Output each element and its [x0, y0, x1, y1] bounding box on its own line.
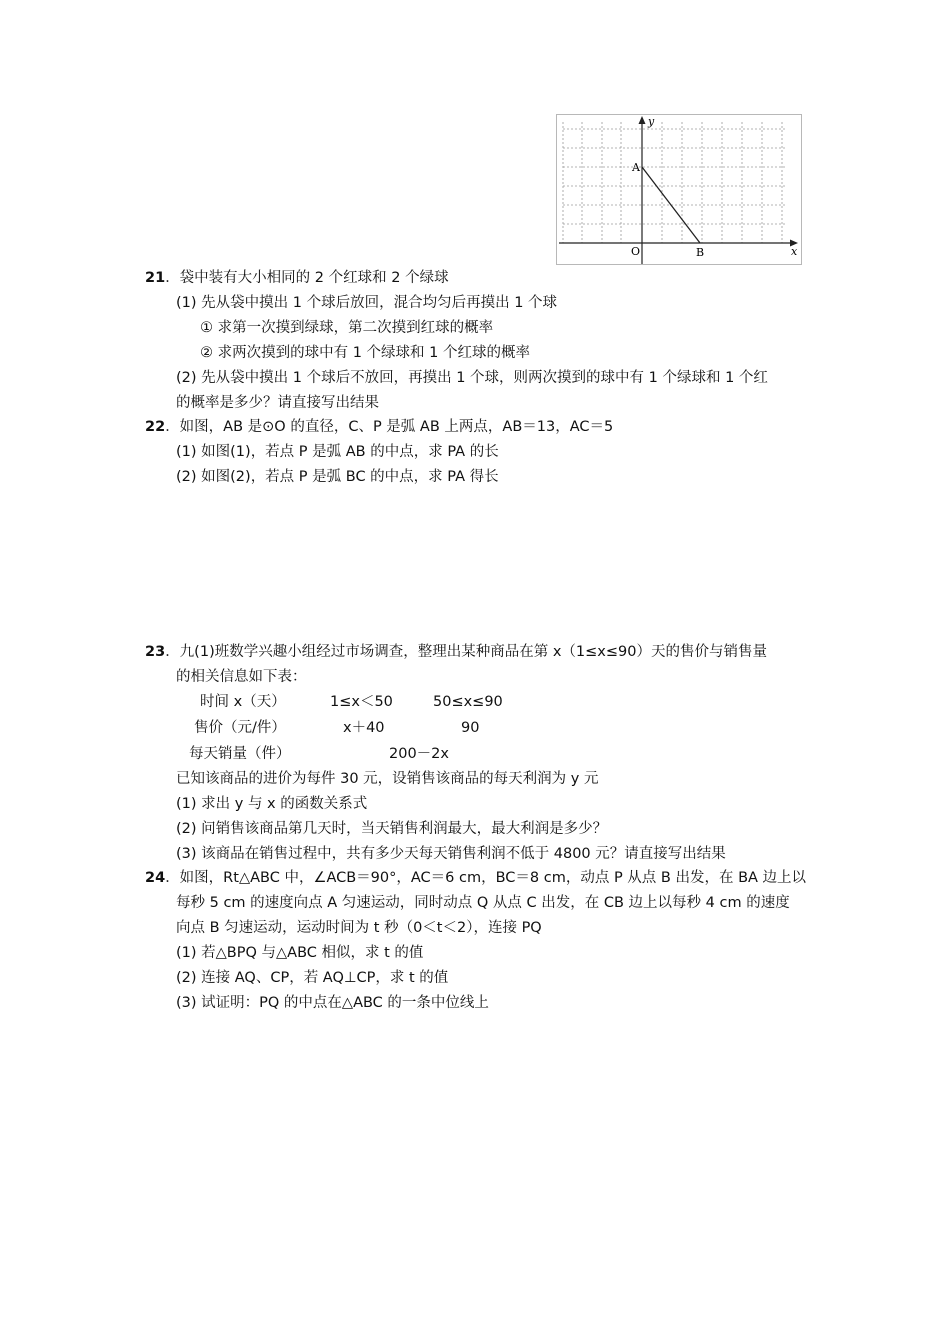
- coordinate-figure: [556, 114, 802, 265]
- point-B-label: B: [696, 246, 705, 259]
- q22-part-2: (2) 如图(2)，若点 P 是弧 BC 的中点，求 PA 得长: [176, 469, 499, 485]
- q21-part-2-line1: (2) 先从袋中摸出 1 个球后不放回，再摸出 1 个球，则两次摸到的球中有 1 个绿球和 1 个红: [176, 370, 768, 386]
- question-number: 24: [145, 870, 166, 886]
- table-r1c2: 1≤x＜50: [330, 694, 393, 710]
- point-A-label: A: [632, 161, 640, 174]
- question-number: 23: [145, 644, 166, 660]
- grid-lines: [563, 122, 787, 243]
- q23-stem-line2: 的相关信息如下表：: [176, 669, 307, 685]
- question-text: ．袋中装有大小相同的 2 个红球和 2 个绿球: [165, 270, 449, 286]
- question-21-stem: [145, 268, 449, 288]
- grid-graph: [557, 115, 801, 264]
- q24-part-2: (2) 连接 AQ、CP，若 AQ⊥CP，求 t 的值: [176, 970, 449, 986]
- y-axis-label: y: [648, 115, 655, 128]
- q23-part-2: (2) 问销售该商品第几天时，当天销售利润最大，最大利润是多少？: [176, 821, 608, 837]
- table-r2c3: 90: [461, 720, 480, 736]
- table-r1c3: 50≤x≤90: [433, 694, 503, 710]
- table-r2c2: x＋40: [343, 720, 385, 736]
- q21-part-1b: ② 求两次摸到的球中有 1 个绿球和 1 个红球的概率: [200, 345, 530, 361]
- q21-part-2-line2: 的概率是多少？请直接写出结果: [176, 395, 379, 411]
- q24-part-3: (3) 试证明：PQ 的中点在△ABC 的一条中位线上: [176, 995, 489, 1011]
- q21-part-1a: ① 求第一次摸到绿球，第二次摸到红球的概率: [200, 320, 494, 336]
- q23-part-1: (1) 求出 y 与 x 的函数关系式: [176, 796, 368, 812]
- q24-part-1: (1) 若△BPQ 与△ABC 相似，求 t 的值: [176, 945, 424, 961]
- q24-stem-line2: 每秒 5 cm 的速度向点 A 匀速运动，同时动点 Q 从点 C 出发，在 CB 边上以每秒 4 cm 的速度: [176, 895, 790, 911]
- y-axis-arrow: [639, 116, 646, 124]
- question-text: ．九(1)班数学兴趣小组经过市场调查，整理出某种商品在第 x（1≤x≤90）天的售价与销售量: [165, 644, 767, 660]
- question-text: ．如图，AB 是⊙O 的直径，C、P 是弧 AB 上两点，AB＝13，AC＝5: [165, 419, 614, 435]
- x-axis-label: x: [791, 245, 798, 258]
- q22-part-1: (1) 如图(1)，若点 P 是弧 AB 的中点，求 PA 的长: [176, 444, 499, 460]
- question-text: ．如图，Rt△ABC 中，∠ACB＝90°，AC＝6 cm，BC＝8 cm，动点 P 从点 B 出发，在 BA 边上以: [165, 870, 807, 886]
- question-number: 22: [145, 419, 166, 435]
- table-r1c1: 时间 x（天）: [200, 694, 286, 710]
- question-22-stem: [145, 417, 613, 437]
- table-r3c1: 每天销量（件）: [189, 746, 291, 762]
- table-r3c2: 200－2x: [389, 746, 449, 762]
- q23-part-3: (3) 该商品在销售过程中，共有多少天每天销售利润不低于 4800 元？请直接写出结果: [176, 846, 726, 862]
- question-number: 21: [145, 270, 166, 286]
- origin-label: O: [631, 245, 641, 258]
- q24-stem-line3: 向点 B 匀速运动，运动时间为 t 秒（0＜t＜2），连接 PQ: [176, 920, 542, 936]
- question-23-stem: [145, 642, 767, 662]
- question-24-stem: [145, 868, 806, 888]
- q23-info: 已知该商品的进价为每件 30 元，设销售该商品的每天利润为 y 元: [176, 771, 599, 787]
- q21-part-1: (1) 先从袋中摸出 1 个球后放回，混合均匀后再摸出 1 个球: [176, 295, 558, 311]
- table-r2c1: 售价（元/件）: [194, 720, 286, 736]
